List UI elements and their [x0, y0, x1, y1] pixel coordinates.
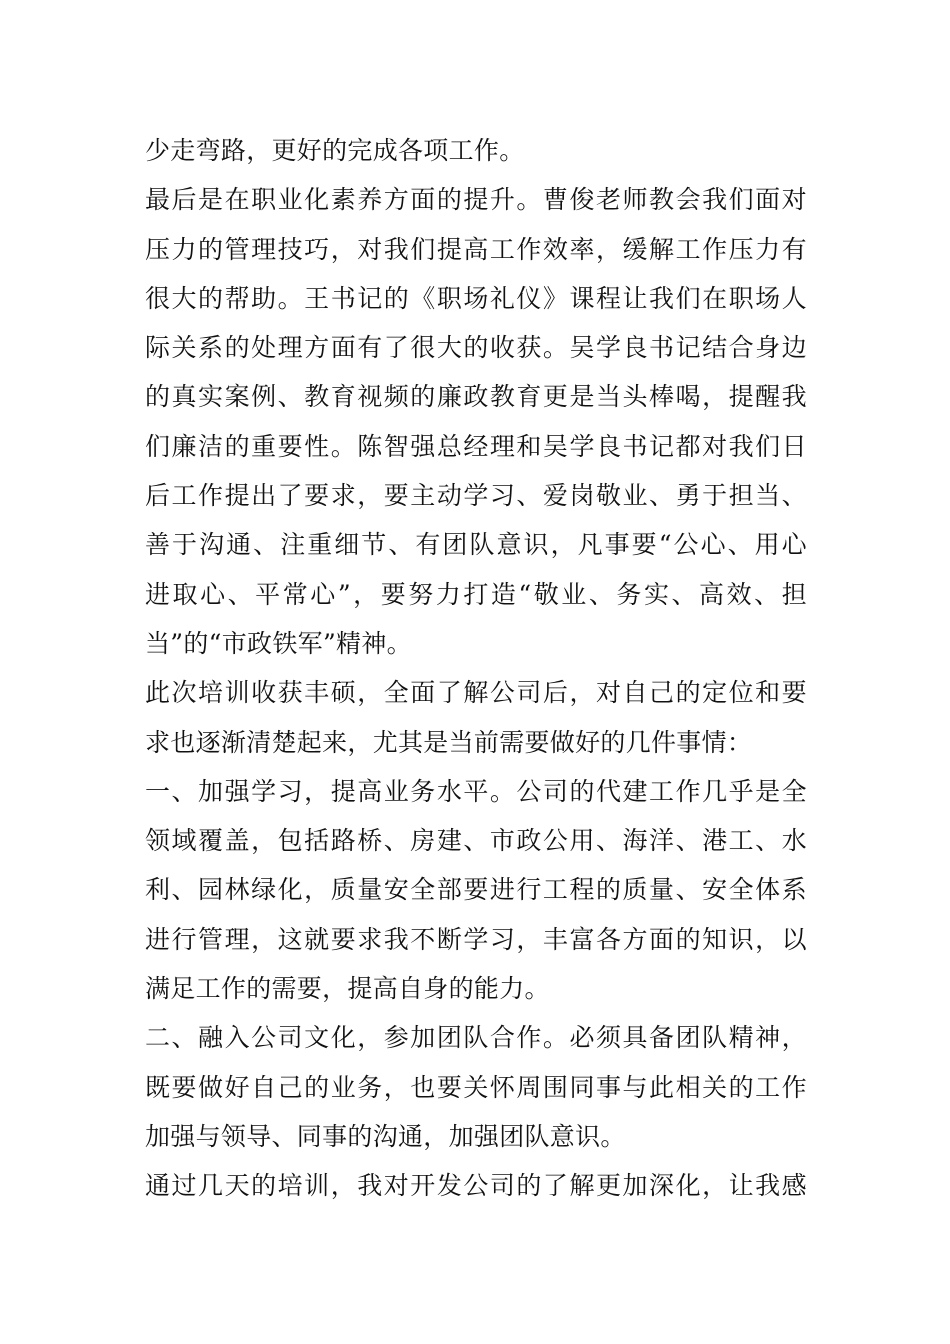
text-line: 此次培训收获丰硕，全面了解公司后，对自己的定位和要 — [145, 678, 807, 708]
document-body — [145, 126, 807, 1211]
text-line: 二、融入公司文化，参加团队合作。必须具备团队精神， — [145, 1023, 807, 1053]
text-line: 最后是在职业化素养方面的提升。曹俊老师教会我们面对 — [145, 185, 807, 215]
text-line: 后工作提出了要求，要主动学习、爱岗敬业、勇于担当、 — [145, 481, 807, 511]
text-line: 满足工作的需要，提高自身的能力。 — [145, 974, 550, 1004]
text-line: 压力的管理技巧，对我们提高工作效率，缓解工作压力有 — [145, 234, 807, 264]
text-line: 少走弯路，更好的完成各项工作。 — [145, 136, 525, 165]
text-line: 很大的帮助。王书记的《职场礼仪》课程让我们在职场人 — [145, 283, 807, 313]
text-line: 通过几天的培训，我对开发公司的了解更加深化，让我感 — [145, 1171, 807, 1201]
text-line: 一、加强学习，提高业务水平。公司的代建工作几乎是全 — [145, 776, 807, 806]
text-line: 善于沟通、注重细节、有团队意识，凡事要“公心、用心 — [145, 530, 807, 560]
text-line: 既要做好自己的业务，也要关怀周围同事与此相关的工作 — [145, 1072, 807, 1102]
text-line: 的真实案例、教育视频的廉政教育更是当头棒喝，提醒我 — [145, 382, 807, 412]
text-line: 进取心、平常心”，要努力打造“敬业、务实、高效、担 — [145, 579, 807, 609]
text-line: 领域覆盖，包括路桥、房建、市政公用、海洋、港工、水 — [145, 826, 807, 856]
text-line: 当”的“市政铁军”精神。 — [145, 628, 412, 658]
text-line: 求也逐渐清楚起来，尤其是当前需要做好的几件事情： — [145, 727, 753, 757]
text-line: 们廉洁的重要性。陈智强总经理和吴学良书记都对我们日 — [145, 431, 807, 461]
text-line: 利、园林绿化，质量安全部要进行工程的质量、安全体系 — [145, 875, 807, 905]
text-line: 进行管理，这就要求我不断学习，丰富各方面的知识，以 — [145, 924, 807, 954]
text-line: 际关系的处理方面有了很大的收获。吴学良书记结合身边 — [145, 333, 807, 363]
text-line: 加强与领导、同事的沟通，加强团队意识。 — [145, 1121, 626, 1151]
